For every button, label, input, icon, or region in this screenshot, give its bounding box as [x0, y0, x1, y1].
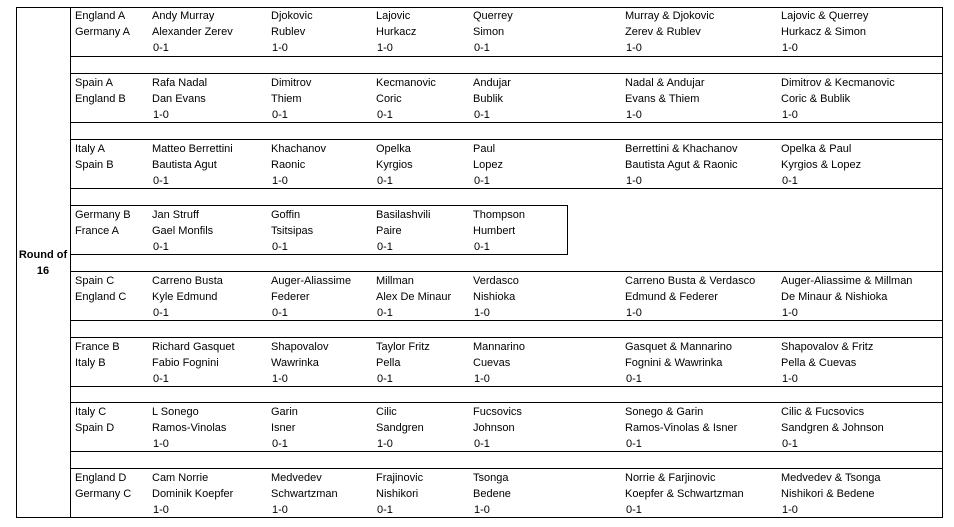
- singles-player-home: Cilic: [376, 406, 397, 418]
- singles-player-home: Basilashvili: [376, 209, 431, 221]
- team-name-away: Italy B: [75, 357, 106, 369]
- doubles-pair-home: Carreno Busta & Verdasco: [625, 275, 756, 287]
- singles-player-home: Djokovic: [271, 10, 313, 22]
- singles-score: 1-0: [153, 109, 169, 121]
- doubles-pair-home: Norrie & Farjinovic: [625, 472, 716, 484]
- singles-player-away: Simon: [473, 26, 505, 38]
- team-name-away: France A: [75, 225, 120, 237]
- doubles-score: 0-1: [782, 438, 798, 450]
- singles-player-away: Kyle Edmund: [152, 291, 218, 303]
- singles-score: 0-1: [377, 307, 393, 319]
- doubles-pair-home: Murray & Djokovic: [625, 10, 715, 22]
- singles-score: 0-1: [272, 438, 288, 450]
- doubles-score: 1-0: [626, 307, 642, 319]
- singles-player-away: Schwartzman: [271, 488, 338, 500]
- singles-player-home: Cam Norrie: [152, 472, 209, 484]
- singles-player-away: Coric: [376, 93, 402, 105]
- singles-player-away: Wawrinka: [271, 357, 319, 369]
- singles-score: 0-1: [153, 307, 169, 319]
- singles-score: 0-1: [474, 42, 490, 54]
- singles-player-home: Millman: [376, 275, 414, 287]
- doubles-score: 1-0: [782, 307, 798, 319]
- singles-score: 0-1: [153, 241, 169, 253]
- singles-player-home: Richard Gasquet: [152, 341, 235, 353]
- singles-player-away: Kyrgios: [376, 159, 413, 171]
- tie-block: [71, 73, 943, 123]
- singles-player-away: Isner: [271, 422, 296, 434]
- doubles-score: 1-0: [782, 373, 798, 385]
- team-name-home: Spain C: [75, 275, 115, 287]
- singles-score: 1-0: [377, 42, 393, 54]
- doubles-score: 0-1: [626, 438, 642, 450]
- singles-score: 1-0: [474, 373, 490, 385]
- team-name-home: France B: [75, 341, 120, 353]
- team-name-home: England A: [75, 10, 126, 22]
- singles-score: 1-0: [272, 504, 288, 516]
- singles-score: 1-0: [153, 504, 169, 516]
- singles-player-away: Rublev: [271, 26, 306, 38]
- doubles-pair-away: Sandgren & Johnson: [781, 422, 884, 434]
- doubles-pair-home: Lajovic & Querrey: [781, 10, 869, 22]
- doubles-pair-away: Zerev & Rublev: [625, 26, 701, 38]
- singles-player-away: Pella: [376, 357, 401, 369]
- singles-player-away: Alex De Minaur: [376, 291, 452, 303]
- singles-score: 1-0: [377, 438, 393, 450]
- team-name-away: Spain D: [75, 422, 115, 434]
- singles-score: 1-0: [474, 504, 490, 516]
- singles-score: 0-1: [153, 175, 169, 187]
- singles-player-away: Dan Evans: [152, 93, 206, 105]
- singles-score: 1-0: [272, 175, 288, 187]
- singles-player-away: Dominik Koepfer: [152, 488, 234, 500]
- singles-player-home: Paul: [473, 143, 496, 155]
- singles-player-home: Garin: [271, 406, 298, 418]
- singles-score: 0-1: [272, 109, 288, 121]
- singles-score: 0-1: [153, 373, 169, 385]
- singles-score: 0-1: [474, 109, 490, 121]
- doubles-score: 0-1: [626, 504, 642, 516]
- singles-score: 1-0: [474, 307, 490, 319]
- singles-score: 0-1: [377, 109, 393, 121]
- singles-player-home: Khachanov: [271, 143, 327, 155]
- doubles-pair-away: Kyrgios & Lopez: [781, 159, 862, 171]
- singles-player-away: Fabio Fognini: [152, 357, 219, 369]
- team-name-away: Germany C: [75, 488, 132, 500]
- singles-player-away: Hurkacz: [376, 26, 417, 38]
- team-name-away: England B: [75, 93, 126, 105]
- tie-block: [71, 337, 943, 387]
- team-name-home: England D: [75, 472, 127, 484]
- tie-block: [71, 468, 943, 518]
- doubles-score: 1-0: [782, 109, 798, 121]
- singles-score: 1-0: [272, 42, 288, 54]
- tie-block: [71, 402, 943, 452]
- singles-score: 0-1: [272, 307, 288, 319]
- doubles-pair-away: Koepfer & Schwartzman: [625, 488, 744, 500]
- singles-player-home: Goffin: [271, 209, 301, 221]
- team-name-away: Spain B: [75, 159, 114, 171]
- singles-player-away: Thiem: [271, 93, 302, 105]
- doubles-score: 1-0: [626, 109, 642, 121]
- singles-score: 0-1: [474, 241, 490, 253]
- doubles-pair-home: Gasquet & Mannarino: [625, 341, 733, 353]
- singles-player-home: Frajinovic: [376, 472, 424, 484]
- singles-player-home: Rafa Nadal: [152, 77, 208, 89]
- singles-score: 0-1: [474, 438, 490, 450]
- singles-player-away: Bedene: [473, 488, 511, 500]
- team-name-away: England C: [75, 291, 127, 303]
- singles-player-home: Medvedev: [271, 472, 322, 484]
- singles-score: 1-0: [153, 438, 169, 450]
- doubles-pair-home: Cilic & Fucsovics: [781, 406, 865, 418]
- singles-player-home: Verdasco: [473, 275, 519, 287]
- singles-player-away: Alexander Zerev: [152, 26, 233, 38]
- singles-player-home: Carreno Busta: [152, 275, 223, 287]
- singles-player-home: Opelka: [376, 143, 411, 155]
- doubles-pair-away: De Minaur & Nishioka: [781, 291, 888, 303]
- doubles-pair-away: Fognini & Wawrinka: [625, 357, 723, 369]
- singles-player-home: Taylor Fritz: [376, 341, 430, 353]
- singles-player-away: Nishikori: [376, 488, 419, 500]
- singles-player-away: Tsitsipas: [271, 225, 314, 237]
- singles-player-away: Gael Monfils: [152, 225, 214, 237]
- singles-player-home: Mannarino: [473, 341, 525, 353]
- doubles-score: 1-0: [626, 42, 642, 54]
- doubles-pair-away: Hurkacz & Simon: [781, 26, 866, 38]
- singles-player-home: Andy Murray: [152, 10, 215, 22]
- singles-score: 1-0: [272, 373, 288, 385]
- doubles-pair-home: Nadal & Andujar: [625, 77, 705, 89]
- singles-score: 0-1: [377, 175, 393, 187]
- singles-player-away: Nishioka: [473, 291, 516, 303]
- singles-player-home: L Sonego: [152, 406, 199, 418]
- doubles-score: 0-1: [782, 175, 798, 187]
- tie-block: [71, 271, 943, 321]
- singles-score: 0-1: [272, 241, 288, 253]
- singles-player-home: Jan Struff: [152, 209, 199, 221]
- tie-block: [71, 139, 943, 189]
- doubles-pair-away: Pella & Cuevas: [781, 357, 857, 369]
- singles-player-home: Auger-Aliassime: [271, 275, 352, 287]
- singles-player-away: Johnson: [473, 422, 515, 434]
- doubles-pair-home: Sonego & Garin: [625, 406, 704, 418]
- round-label-text: Round of 16: [18, 248, 68, 277]
- singles-player-home: Thompson: [473, 209, 525, 221]
- doubles-score: 1-0: [782, 42, 798, 54]
- singles-player-home: Shapovalov: [271, 341, 329, 353]
- singles-score: 0-1: [377, 504, 393, 516]
- team-name-home: Italy C: [75, 406, 107, 418]
- doubles-pair-home: Opelka & Paul: [781, 143, 852, 155]
- singles-player-away: Paire: [376, 225, 402, 237]
- singles-score: 0-1: [377, 241, 393, 253]
- doubles-pair-away: Coric & Bublik: [781, 93, 851, 105]
- singles-player-home: Fucsovics: [473, 406, 522, 418]
- team-name-home: Italy A: [75, 143, 105, 155]
- singles-player-home: Tsonga: [473, 472, 509, 484]
- singles-player-home: Andujar: [473, 77, 511, 89]
- doubles-pair-away: Ramos-Vinolas & Isner: [625, 422, 738, 434]
- singles-player-away: Lopez: [473, 159, 503, 171]
- singles-player-home: Dimitrov: [271, 77, 312, 89]
- team-name-away: Germany A: [75, 26, 131, 38]
- singles-player-away: Ramos-Vinolas: [152, 422, 227, 434]
- singles-player-away: Humbert: [473, 225, 516, 237]
- team-name-home: Spain A: [75, 77, 113, 89]
- singles-player-away: Raonic: [271, 159, 306, 171]
- doubles-pair-home: Berrettini & Khachanov: [625, 143, 738, 155]
- singles-player-home: Querrey: [473, 10, 513, 22]
- doubles-pair-home: Medvedev & Tsonga: [781, 472, 881, 484]
- doubles-score: 1-0: [626, 175, 642, 187]
- singles-player-away: Sandgren: [376, 422, 424, 434]
- doubles-pair-home: Shapovalov & Fritz: [781, 341, 874, 353]
- tie-block: [71, 7, 943, 57]
- singles-player-home: Kecmanovic: [376, 77, 436, 89]
- singles-player-away: Bautista Agut: [152, 159, 217, 171]
- singles-score: 0-1: [153, 42, 169, 54]
- singles-score: 0-1: [377, 373, 393, 385]
- doubles-pair-home: Dimitrov & Kecmanovic: [781, 77, 895, 89]
- singles-player-home: Matteo Berrettini: [152, 143, 233, 155]
- tie-block: [71, 205, 568, 255]
- doubles-pair-away: Evans & Thiem: [625, 93, 700, 105]
- singles-player-away: Bublik: [473, 93, 503, 105]
- singles-score: 0-1: [474, 175, 490, 187]
- round-label: [16, 7, 71, 518]
- singles-player-away: Federer: [271, 291, 310, 303]
- singles-player-home: Lajovic: [376, 10, 411, 22]
- doubles-score: 0-1: [626, 373, 642, 385]
- doubles-pair-home: Auger-Aliassime & Millman: [781, 275, 913, 287]
- team-name-home: Germany B: [75, 209, 131, 221]
- doubles-pair-away: Nishikori & Bedene: [781, 488, 875, 500]
- singles-player-away: Cuevas: [473, 357, 511, 369]
- doubles-pair-away: Edmund & Federer: [625, 291, 718, 303]
- doubles-score: 1-0: [782, 504, 798, 516]
- doubles-pair-away: Bautista Agut & Raonic: [625, 159, 738, 171]
